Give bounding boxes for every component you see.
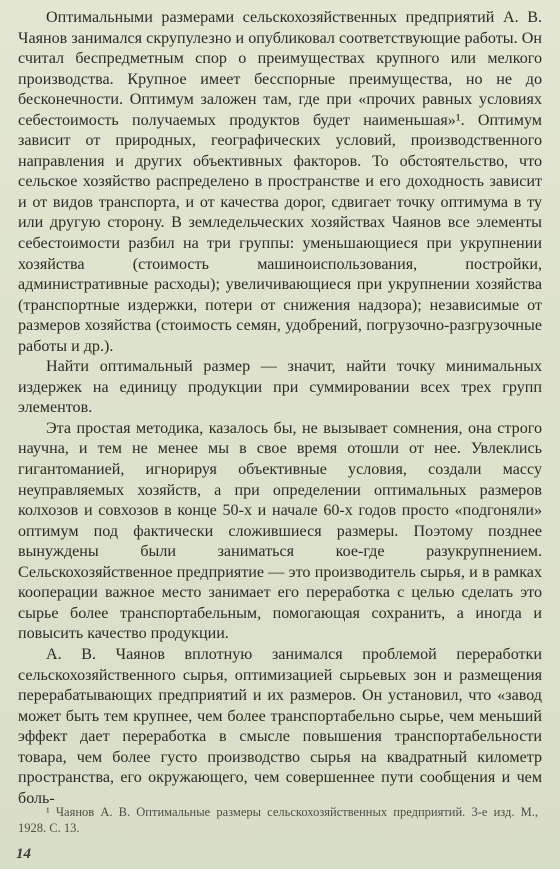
- paragraph-4: А. В. Чаянов вплотную занимался проблемой переработки сельскохозяйственного сырья, оптимизацией сырьевых зон и размещения перерабатывающих предприятий и их размеров. Он установил, что «завод может быть тем крупнее, чем более транспортабельно сырье, чем меньший эффект дает переработка в смысле повышения транспортабельности товара, чем более густо производство сырья на квадратный километр пространства, его окружающего, чем совершеннее пути сообщения и чем боль-: [18, 645, 542, 807]
- main-text: [18, 8, 542, 809]
- paragraph-3: Эта простая методика, казалось бы, не вызывает сомнения, она строго научна, и тем не менее мы в свое время отошли от нее. Увлеклись гигантоманией, игнорируя объективные условия, создали массу неуправляемых хозяйств, а при определении оптимальных размеров колхозов и совхозов в конце 50-х и начале 60-х годов просто «подгоняли» оптимум под фактически сложившиеся размеры. Поэтому позднее вынуждены были заниматься кое-где разукрупнением. Сельскохозяйственное предприятие — это производитель сырья, и в рамках кооперации важное место занимает его переработка с целью сделать это сырье более транспортабельным, помогающая сохранить, а иногда и повысить качество продукции.: [18, 419, 542, 643]
- paragraph-1: Оптимальными размерами сельскохозяйственных предприятий А. В. Чаянов занимался скрупулезно и опубликовал соответствующие работы. Он считал беспредметным спор о преимуществах крупного или мелкого производства. Крупное имеет бесспорные преимущества, но не до бесконечности. Оптимум заложен там, где при «прочих равных условиях себестоимость получаемых продуктов будет наименьшая»¹. Оптимум зависит от природных, географических условий, производственного направления и других объективных факторов. То обстоятельство, что сельское хозяйство распределено в пространстве и его доходность зависит и от видов транспорта, и от качества дорог, сдвигает точку оптимума в ту или другую сторону. В земледельческих хозяйствах Чаянов все элементы себестоимости разбил на три группы: уменьшающиеся при укрупнении хозяйства (стоимость машиноиспользования, постройки, административные расходы); увеличивающиеся при укрупнении хозяйства (транспортные издержки, потери от снижения надзора); независимые от размеров хозяйства (стоимость семян, удобрений, погрузочно-разгрузочные работы и др.).: [18, 9, 542, 355]
- paragraph-2: Найти оптимальный размер — значит, найти точку минимальных издержек на единицу продукции при суммировании всех трех групп элементов.: [18, 358, 542, 417]
- page-number: 14: [16, 846, 31, 862]
- footnote: ¹ Чаянов А. В. Оптимальные размеры сельскохозяйственных предприятий. 3-е изд. М., 1928. С. 13.: [18, 805, 538, 835]
